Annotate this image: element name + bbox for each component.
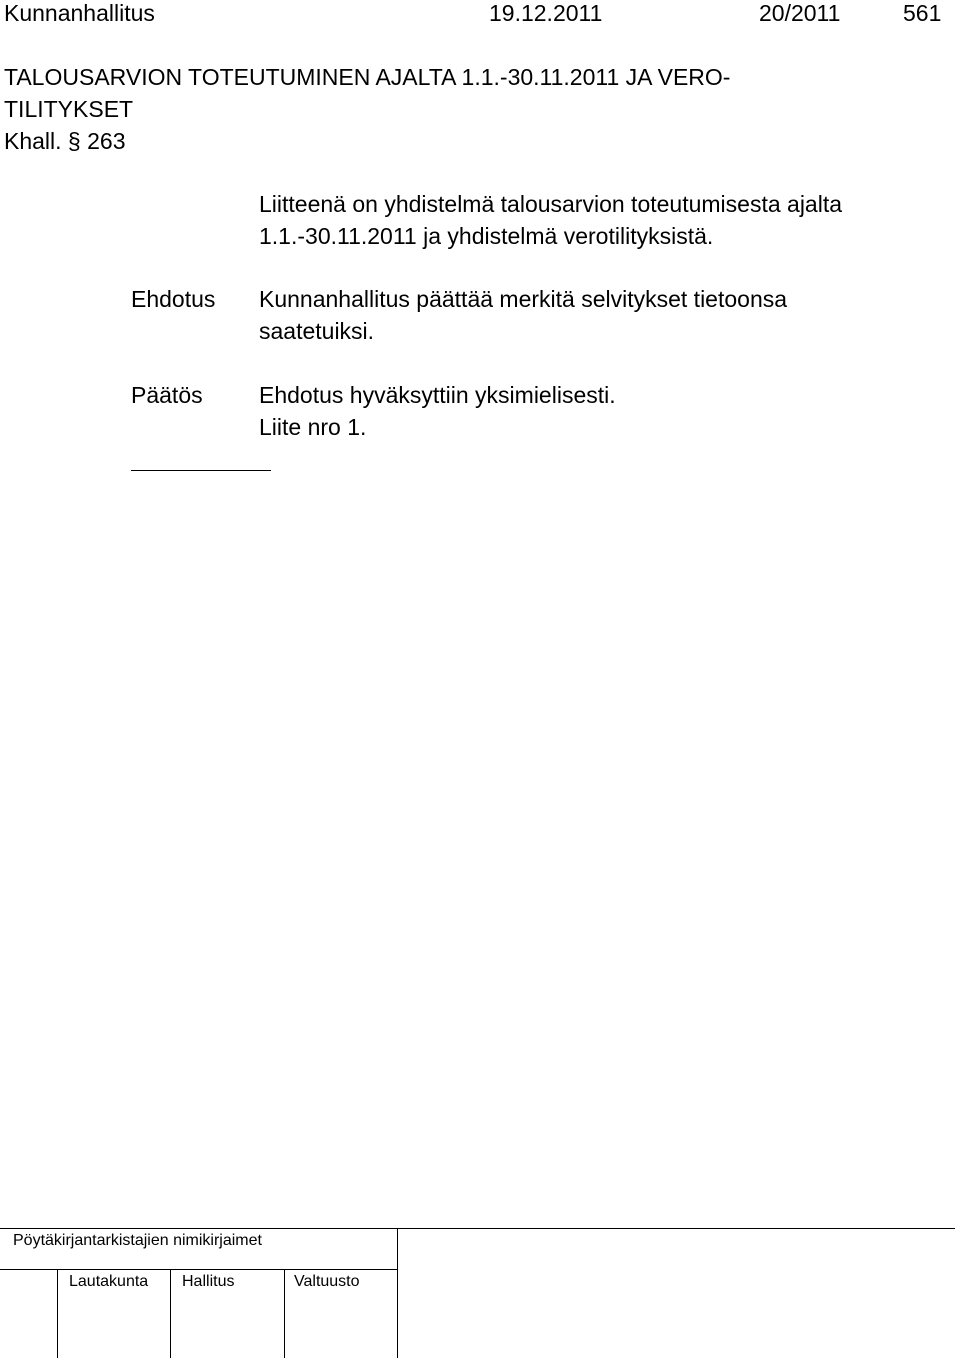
- header-date: 19.12.2011: [489, 0, 603, 26]
- footer-row-rule: [0, 1269, 398, 1270]
- header-issue: 20/2011: [759, 0, 841, 26]
- proposal-label: Ehdotus: [131, 286, 216, 312]
- footer-title: Pöytäkirjantarkistajien nimikirjaimet: [13, 1232, 262, 1249]
- header-organ: Kunnanhallitus: [4, 0, 155, 26]
- footer-column-lautakunta: Lautakunta: [69, 1273, 149, 1290]
- document-title-line-1: TALOUSARVION TOTEUTUMINEN AJALTA 1.1.-30.11.2011 JA VERO-: [4, 64, 731, 90]
- intro-line-2: 1.1.-30.11.2011 ja yhdistelmä verotilityksistä.: [259, 223, 714, 249]
- header-page-number: 561: [903, 0, 942, 26]
- proposal-line-1: Kunnanhallitus päättää merkitä selvitykset tietoonsa: [259, 286, 788, 312]
- proposal-line-2: saatetuiksi.: [259, 318, 375, 344]
- separator-line: [131, 470, 271, 471]
- intro-line-1: Liitteenä on yhdistelmä talousarvion toteutumisesta ajalta: [259, 191, 843, 217]
- footer-column-valtuusto: Valtuusto: [294, 1273, 360, 1290]
- document-title-line-2: TILITYKSET: [4, 96, 134, 122]
- footer-column-divider: [170, 1269, 171, 1358]
- footer-column-divider: [57, 1269, 58, 1358]
- decision-line-1: Ehdotus hyväksyttiin yksimielisesti.: [259, 382, 616, 408]
- footer-column-hallitus: Hallitus: [182, 1273, 235, 1290]
- decision-line-2: Liite nro 1.: [259, 414, 367, 440]
- section-reference: Khall. § 263: [4, 128, 126, 154]
- footer-column-divider: [284, 1269, 285, 1358]
- decision-label: Päätös: [131, 382, 203, 408]
